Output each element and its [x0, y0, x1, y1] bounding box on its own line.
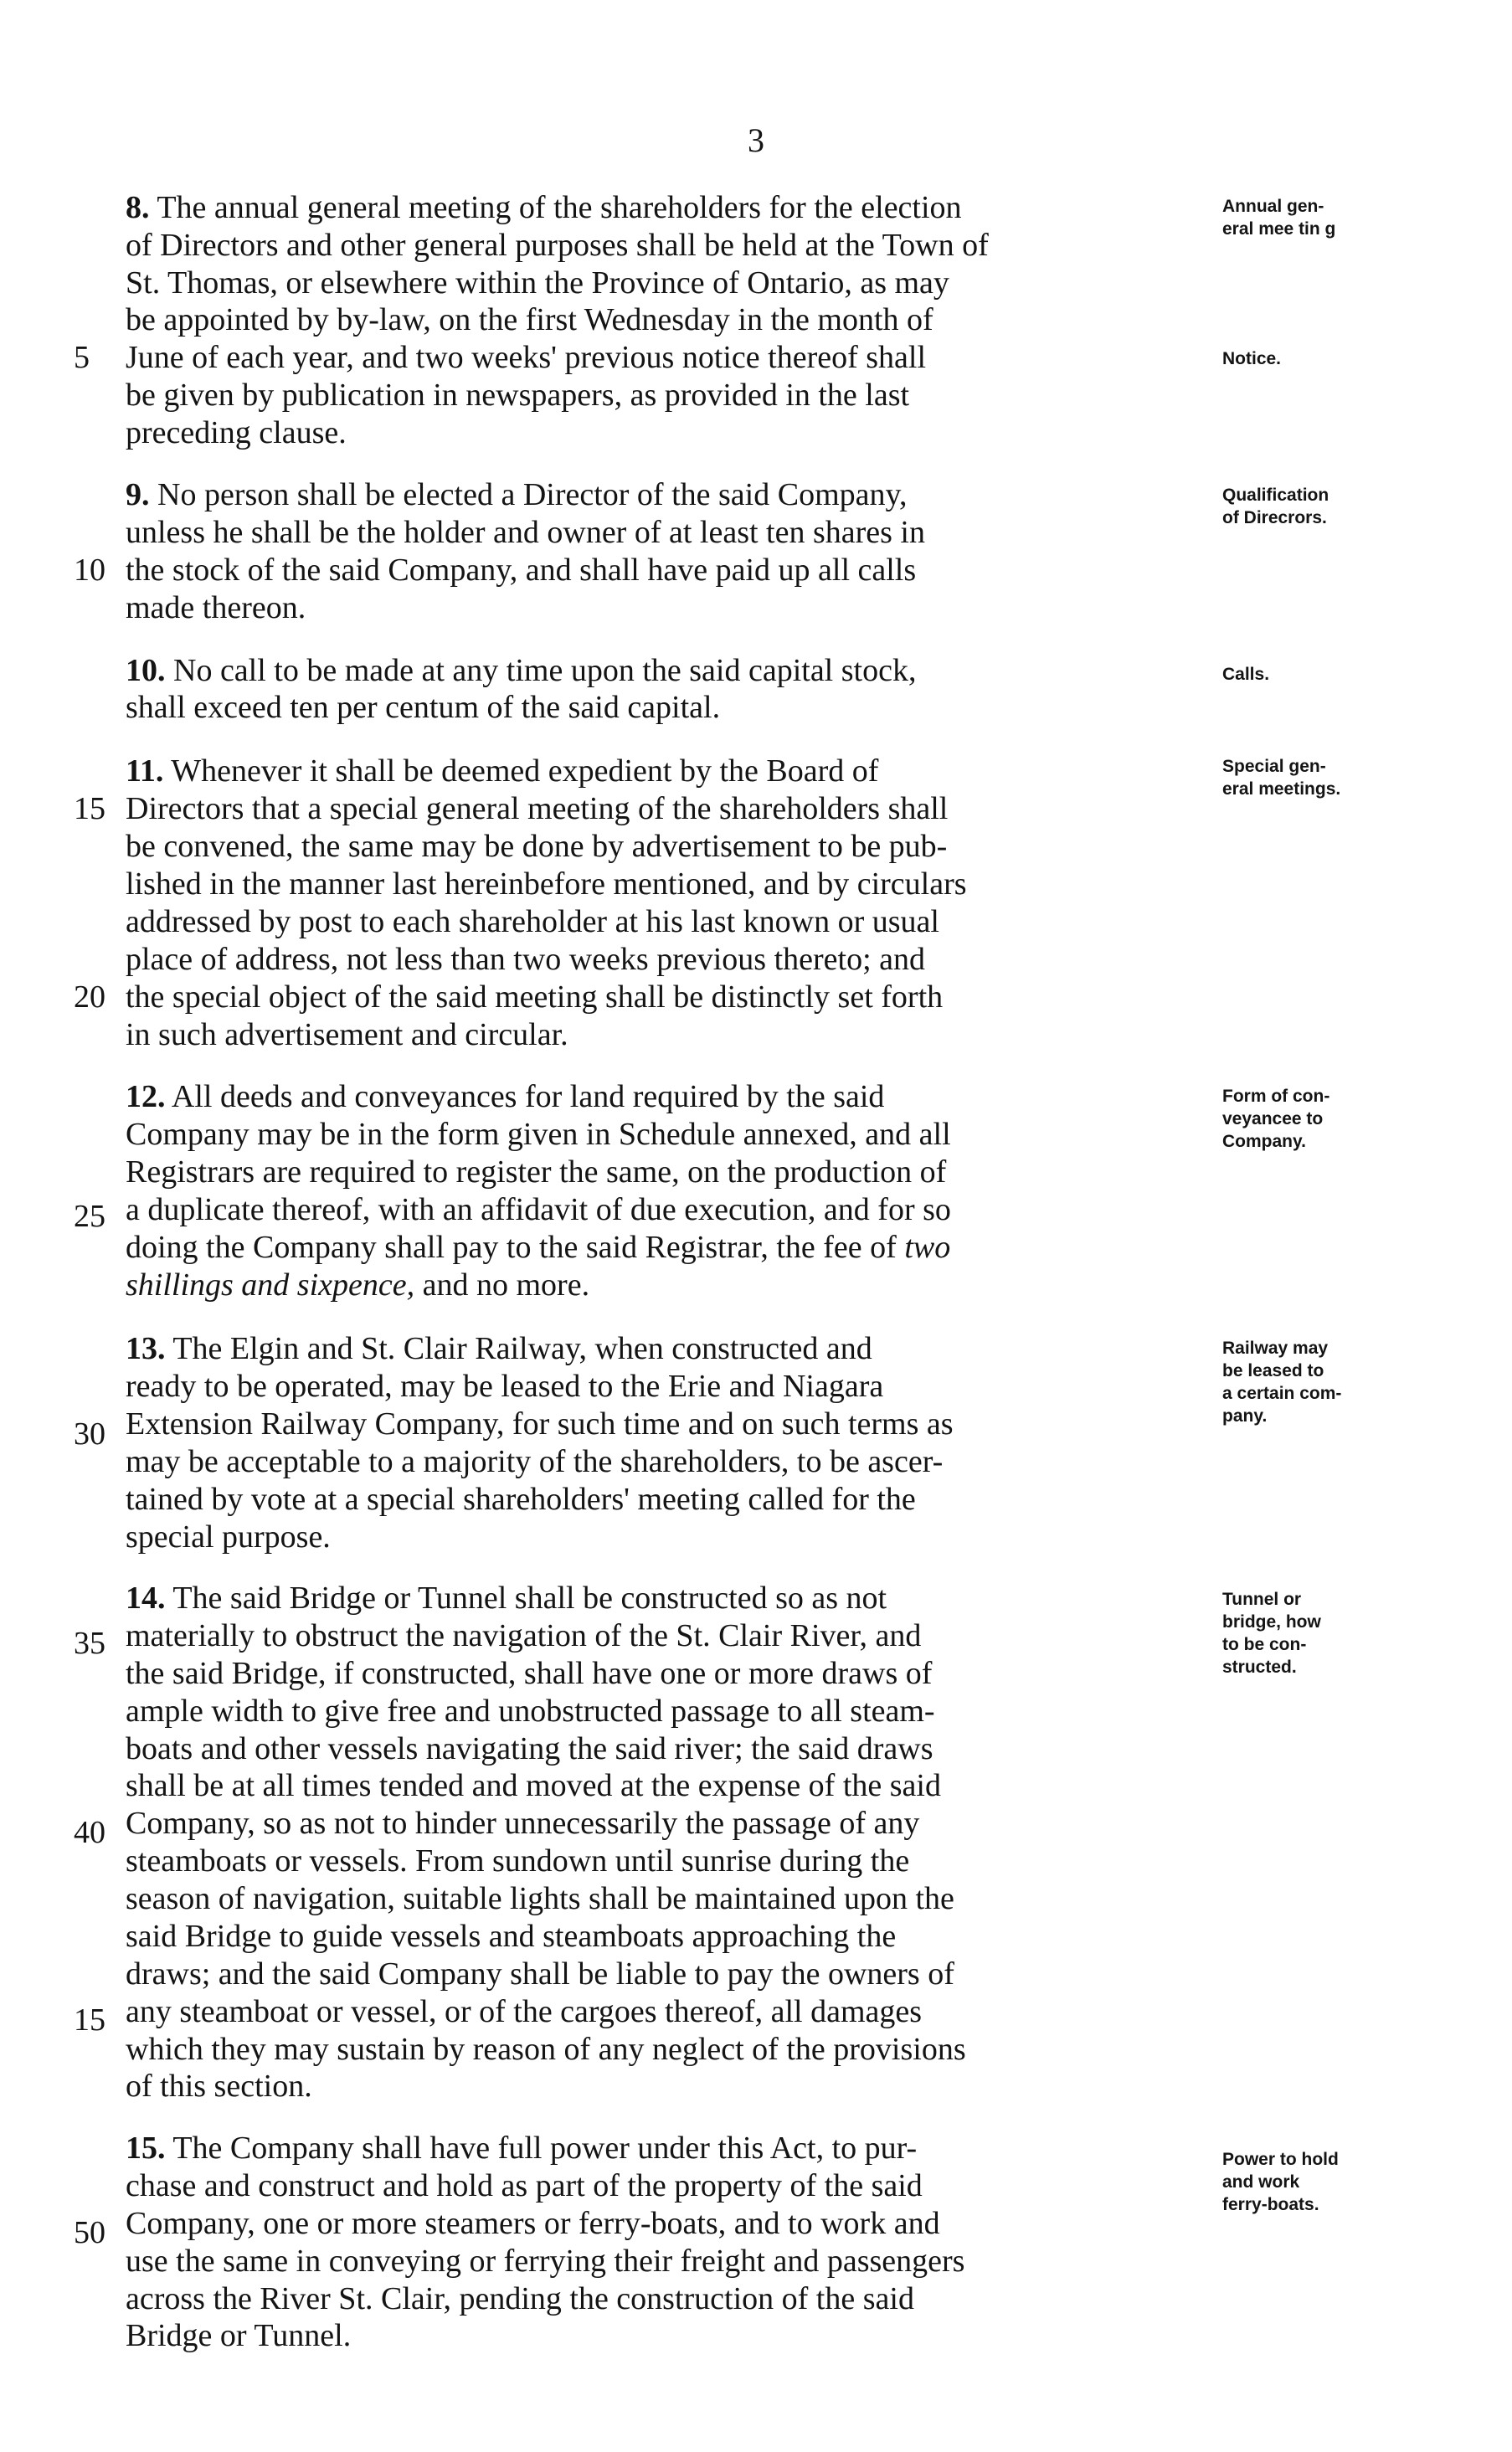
section-line: said Bridge to guide vessels and steamboats approaching the [126, 1919, 897, 1954]
section-text: doing the Company shall pay to the said Registrar, the fee of [126, 1230, 897, 1265]
line-number: 20 [74, 979, 105, 1015]
section-line: Registrars are required to register the same, on the production of [126, 1154, 947, 1190]
section-line [126, 1579, 1214, 1617]
section-line: steamboats or vessels. From sundown until sunrise during the [126, 1843, 910, 1879]
section-line: made thereon. [126, 590, 306, 625]
section-line: preceding clause. [126, 415, 347, 450]
section-text: No call to be made at any time upon the said capital stock, [173, 653, 917, 688]
margin-note-line: a certain com- [1222, 1384, 1342, 1403]
section-line: any steamboat or vessel, or of the cargoes thereof, all damages [126, 1994, 923, 2029]
margin-note-line: eral meetings. [1222, 779, 1341, 799]
margin-note [1222, 755, 1499, 800]
margin-note-line: Power to hold [1222, 2150, 1339, 2169]
section-text: The Elgin and St. Clair Railway, when constructed and [172, 1331, 872, 1366]
section-text: Whenever it shall be deemed expedient by the Board of [171, 753, 879, 789]
section-line: be convened, the same may be done by advertisement to be pub- [126, 829, 948, 864]
section-line: be appointed by by-law, on the first Wednesday in the month of [126, 302, 933, 337]
section-line: boats and other vessels navigating the said river; the said draws [126, 1731, 933, 1766]
section-line: ready to be operated, may be leased to the Erie and Niagara [126, 1369, 884, 1404]
section-line: use the same in conveying or ferrying their freight and passengers [126, 2244, 965, 2279]
margin-note [1222, 1085, 1499, 1153]
margin-note-line: Form of con- [1222, 1087, 1330, 1106]
section-number: 12. [126, 1079, 166, 1114]
section-line [126, 1228, 1214, 1267]
section-line: materially to obstruct the navigation of the St. Clair River, and [126, 1618, 922, 1653]
margin-note-line: Railway may [1222, 1339, 1329, 1358]
section-line: may be acceptable to a majority of the shareholders, to be ascer- [126, 1444, 944, 1479]
margin-note-line: bridge, how [1222, 1612, 1321, 1632]
section-line: Company, so as not to hinder unnecessarily the passage of any [126, 1806, 920, 1841]
section-line: in such advertisement and circular. [126, 1017, 568, 1052]
section-text: and no more. [422, 1267, 590, 1303]
margin-note-line: ferry-boats. [1222, 2195, 1319, 2214]
section-number: 10. [126, 653, 166, 688]
margin-note-line: structed. [1222, 1658, 1297, 1677]
section-number: 9. [126, 477, 150, 512]
section-line: the stock of the said Company, and shall have paid up all calls [126, 553, 917, 588]
section-line: the said Bridge, if constructed, shall have one or more draws of [126, 1656, 933, 1691]
margin-note-line: Calls. [1222, 665, 1270, 684]
section-line [126, 475, 1214, 514]
section-line: lished in the manner last hereinbefore mentioned, and by circulars [126, 866, 967, 902]
margin-note-line: be leased to [1222, 1361, 1324, 1380]
section-text: The Company shall have full power under this Act, to pur- [172, 2131, 918, 2166]
section-line: special purpose. [126, 1519, 331, 1555]
section-line: which they may sustain by reason of any neglect of the provisions [126, 2032, 966, 2067]
section-line: of Directors and other general purposes shall be held at the Town of [126, 228, 989, 263]
margin-note [1222, 484, 1499, 529]
section-text: No person shall be elected a Director of the said Company, [157, 477, 908, 512]
margin-note-line: and work [1222, 2172, 1300, 2192]
line-number: 40 [74, 1815, 105, 1850]
line-number: 30 [74, 1416, 105, 1452]
margin-note [1222, 347, 1499, 370]
section-line: Bridge or Tunnel. [126, 2318, 352, 2353]
margin-note [1222, 663, 1499, 686]
section-line: the special object of the said meeting shall be distinctly set forth [126, 979, 944, 1015]
section-line: addressed by post to each shareholder at his last known or usual [126, 904, 939, 939]
section-line: shall exceed ten per centum of the said capital. [126, 690, 721, 725]
margin-note-line: pany. [1222, 1406, 1268, 1426]
line-number: 50 [74, 2215, 105, 2250]
margin-note [1222, 1588, 1499, 1678]
margin-note-line: Tunnel or [1222, 1590, 1302, 1609]
section-line: unless he shall be the holder and owner of at least ten shares in [126, 515, 925, 550]
section-line: tained by vote at a special shareholders' meeting called for the [126, 1482, 916, 1517]
section-number: 14. [126, 1581, 166, 1616]
margin-note-line: Company. [1222, 1132, 1306, 1151]
section-text: All deeds and conveyances for land required by the said [171, 1079, 885, 1114]
section-number: 8. [126, 190, 150, 225]
margin-note [1222, 1337, 1499, 1427]
section-line: chase and construct and hold as part of the property of the said [126, 2168, 923, 2203]
section-line: Directors that a special general meeting of the shareholders shall [126, 791, 949, 826]
section-text: The said Bridge or Tunnel shall be constructed so as not [172, 1581, 887, 1616]
section-line [126, 188, 1214, 227]
section-line: season of navigation, suitable lights shall be maintained upon the [126, 1881, 954, 1916]
section-line: draws; and the said Company shall be liable to pay the owners of [126, 1956, 954, 1992]
section-line: place of address, not less than two weeks previous thereto; and [126, 942, 926, 977]
margin-note-line: eral mee tin g [1222, 219, 1336, 239]
section-line: ample width to give free and unobstructed passage to all steam- [126, 1694, 935, 1729]
section-line: June of each year, and two weeks' previous notice thereof shall [126, 340, 927, 375]
line-number: 5 [74, 340, 90, 375]
line-number: 15 [74, 791, 105, 826]
section-text: The annual general meeting of the shareholders for the election [157, 190, 962, 225]
section-line: shall be at all times tended and moved at the expense of the said [126, 1768, 941, 1803]
margin-note [1222, 2148, 1499, 2216]
section-line: be given by publication in newspapers, as provided in the last [126, 378, 910, 413]
margin-note-line: of Direcrors. [1222, 508, 1327, 527]
margin-note-line: Notice. [1222, 349, 1282, 368]
section-number: 11. [126, 753, 164, 789]
line-number: 35 [74, 1626, 105, 1661]
section-line: St. Thomas, or elsewhere within the Province of Ontario, as may [126, 265, 949, 301]
section-number: 13. [126, 1331, 166, 1366]
section-line: Extension Railway Company, for such time and on such terms as [126, 1406, 954, 1442]
section-line: Company may be in the form given in Schedule annexed, and all [126, 1117, 951, 1152]
section-line: Company, one or more steamers or ferry-boats, and to work and [126, 2206, 940, 2241]
margin-note-line: veyancee to [1222, 1109, 1324, 1128]
section-line: a duplicate thereof, with an affidavit of due execution, and for so [126, 1192, 951, 1227]
line-number: 15 [74, 2002, 105, 2038]
section-line [126, 651, 1214, 690]
section-line [126, 752, 1214, 790]
margin-note-line: to be con- [1222, 1635, 1307, 1654]
section-number: 15. [126, 2131, 166, 2166]
margin-note-line: Annual gen- [1222, 197, 1324, 216]
section-line [126, 2129, 1214, 2167]
margin-note [1222, 195, 1499, 240]
section-line [126, 1266, 1214, 1304]
section-line: across the River St. Clair, pending the construction of the said [126, 2281, 914, 2316]
section-line [126, 1077, 1214, 1116]
section-line: of this section. [126, 2069, 312, 2104]
line-number: 25 [74, 1199, 105, 1234]
margin-note-line: Special gen- [1222, 757, 1326, 776]
margin-note-line: Qualification [1222, 486, 1329, 505]
italic-fee-text: two [904, 1230, 951, 1265]
section-line [126, 1329, 1214, 1368]
italic-fee-text: shillings and sixpence, [126, 1267, 415, 1303]
page-number: 3 [748, 121, 764, 159]
line-number: 10 [74, 553, 105, 588]
